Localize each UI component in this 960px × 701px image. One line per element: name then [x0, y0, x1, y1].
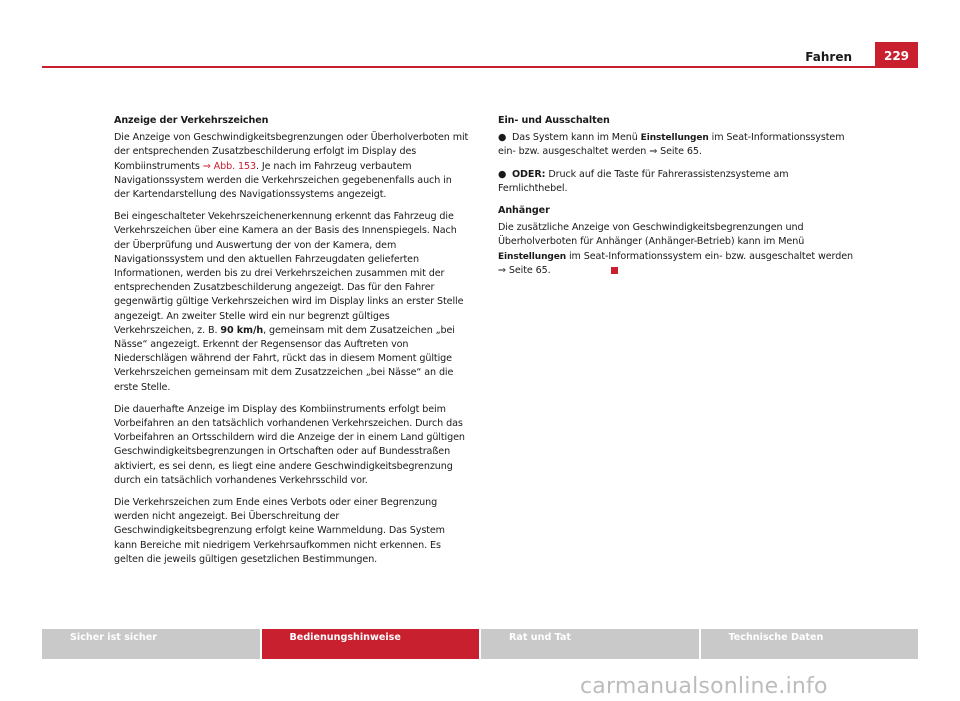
paragraph-4: Die Verkehrszeichen zum Ende eines Verbots oder einer Begrenzung werden nicht angezeigt. Bei Überschreitung der Geschwindigkeitsbegrenzung erfolgt keine Warnmeldung. Das System kann Bereiche mit niedrigem Verkehrsaufkommen nicht erkennen. Es gelten die jeweils gültigen gesetzlichen Bestimmungen. — [114, 497, 445, 565]
paragraph-2: Bei eingeschalteter Vekehrszeichenerkennung erkennt das Fahrzeug die Verkehrszeichen über eine Kamera an der Basis des Innenspiegels. Nach der Überprüfung und Auswertung der von der Kamera, dem Navigationssystem und den aktuellen Fahrzeugdaten gelieferten Informationen, werden bis zu drei Verkehrszeichen zusammen mit der entsprechenden Zusatzbeschilderung angezeigt. Das für den Fahrer gegenwärtig gültige Verkehrszeichen wird im Display links an erster Stelle angezeigt. An zweiter Stelle wird ein nur begrenzt gültiges Verkehrszeichen, z. B. 90 km/h, gemeinsam mit dem Zusatzeichen „bei Nässe“ angezeigt. Erkennt der Regensensor das Auftreten von Niederschlägen während der Fahrt, rückt das in diesem Moment gültige Verkehrszeichen gemeinsam mit dem Zusatzzeichen „bei Nässe“ an die erste Stelle. — [114, 211, 464, 393]
left-column — [114, 114, 470, 575]
section-heading: Anzeige der Verkehrszeichen — [114, 115, 269, 126]
tab-bedienungshinweise[interactable]: Bedienungshinweise — [262, 629, 480, 659]
footer-nav — [42, 629, 918, 659]
right-column — [498, 114, 854, 286]
page-number: 229 — [875, 42, 918, 68]
end-of-section-icon — [611, 267, 618, 274]
bullet-icon: ● — [498, 132, 507, 144]
watermark: carmanualsonline.info — [580, 674, 828, 699]
tab-rat-und-tat[interactable]: Rat und Tat — [481, 629, 699, 659]
paragraph-3: Die dauerhafte Anzeige im Display des Kombiinstruments erfolgt beim Vorbeifahren an den tatsächlich vorhandenen Verkehrszeichen. Durch das Vorbeifahren an Ortsschildern wird die Anzeige der in einem Land gültigen Geschwindigkeitsbegrenzungen in Ortschaften oder auf Bundesstraßen aktiviert, es sei denn, es liegt eine andere Geschwindigkeitsbegrenzung durch ein tatsächlich vorhandenes Verkehrsschild vor. — [114, 403, 465, 486]
section-heading-trailer: Anhänger — [498, 205, 550, 217]
list-item: ● Das System kann im Menü Einstellungen im Seat-Informationssystem ein- bzw. ausgeschaltet werden ⇒ Seite 65. — [498, 132, 845, 158]
tab-technische-daten[interactable]: Technische Daten — [701, 629, 919, 659]
figure-link[interactable]: ⇒ Abb. 153 — [202, 160, 257, 172]
page-title: Fahren — [805, 50, 852, 64]
menu-name: Einstellungen — [498, 251, 567, 262]
list-item: ● ODER: Druck auf die Taste für Fahrerassistenzsysteme am Fernlichthebel. — [498, 168, 789, 194]
speed-value: 90 km/h — [220, 324, 264, 336]
bullet-icon: ● — [498, 168, 507, 180]
section-heading-on-off: Ein- und Ausschalten — [498, 115, 610, 126]
paragraph-trailer: Die zusätzliche Anzeige von Geschwindigkeitsbegrenzungen und Überholverboten für Anhänger (Anhänger-Betrieb) kann im Menü Einstellungen im Seat-Informationssystem ein- bzw. ausgeschaltet werden ⇒ Seite 65. — [498, 222, 853, 276]
header-rule — [42, 66, 918, 68]
menu-name: Einstellungen — [640, 133, 709, 144]
paragraph-1: Die Anzeige von Geschwindigkeitsbegrenzungen oder Überholverboten mit der entsprechenden Zusatzbeschilderung erfolgt im Display des Kombiinstruments ⇒ Abb. 153. Je nach im Fahrzeug verbautem Navigationssystem werden die Verkehrszeichen gegebenenfalls auch in der Kartendarstellung des Navigationssystems angezeigt. — [114, 132, 469, 201]
tab-sicher-ist-sicher[interactable]: Sicher ist sicher — [42, 629, 260, 659]
